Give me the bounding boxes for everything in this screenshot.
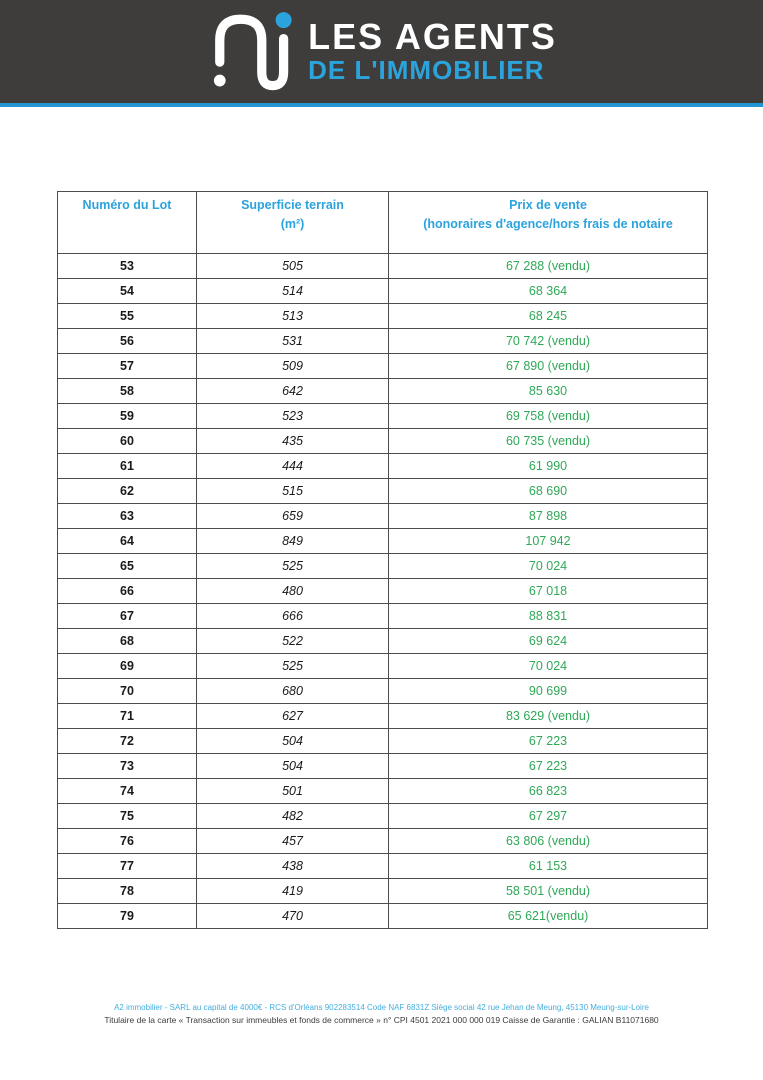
table-row: [58, 254, 708, 279]
prix-cell: 68 690: [389, 479, 708, 504]
brand-lockup: [206, 10, 557, 94]
superficie-cell: 504: [197, 729, 389, 754]
lot-number-cell: 69: [58, 654, 197, 679]
header-accent-rule: [0, 103, 763, 107]
prix-cell: 58 501 (vendu): [389, 879, 708, 904]
prix-cell: 61 153: [389, 854, 708, 879]
lot-number-cell: 76: [58, 829, 197, 854]
brand-name-line1: LES AGENTS: [308, 16, 557, 58]
table-row: [58, 779, 708, 804]
prix-cell: 68 364: [389, 279, 708, 304]
superficie-cell: 501: [197, 779, 389, 804]
footer-company-info: A2 immobilier - SARL au capital de 4000€ - RCS d'Orléans 902283514 Code NAF 6831Z Siège social 42 rue Jehan de Meung, 45130 Meung-sur-Loire: [114, 1003, 649, 1012]
prix-cell: 69 624: [389, 629, 708, 654]
lot-number-cell: 70: [58, 679, 197, 704]
table-row: [58, 504, 708, 529]
superficie-cell: 482: [197, 804, 389, 829]
lot-number-cell: 53: [58, 254, 197, 279]
column-header-superficie: [197, 192, 389, 254]
lot-number-cell: 73: [58, 754, 197, 779]
superficie-cell: 509: [197, 354, 389, 379]
superficie-cell: 480: [197, 579, 389, 604]
prix-cell: 61 990: [389, 454, 708, 479]
lot-number-cell: 61: [58, 454, 197, 479]
table-row: [58, 454, 708, 479]
lot-number-cell: 79: [58, 904, 197, 929]
company-logo-icon: [206, 10, 294, 94]
column-header-prix: [389, 192, 708, 254]
lots-price-table: [57, 191, 708, 929]
superficie-cell: 444: [197, 454, 389, 479]
prix-cell: 66 823: [389, 779, 708, 804]
superficie-cell: 504: [197, 754, 389, 779]
prix-cell: 60 735 (vendu): [389, 429, 708, 454]
table-row: [58, 379, 708, 404]
prix-cell: 65 621(vendu): [389, 904, 708, 929]
lot-number-cell: 67: [58, 604, 197, 629]
prix-cell: 107 942: [389, 529, 708, 554]
footer-license-info: Titulaire de la carte « Transaction sur immeubles et fonds de commerce » n° CPI 4501 2021 000 000 019 Caisse de Garantie : GALIAN B11071680: [104, 1015, 659, 1025]
prix-cell: 85 630: [389, 379, 708, 404]
prix-cell: 70 024: [389, 554, 708, 579]
column-header-prix-line2: (honoraires d'agence/hors frais de notaire: [423, 217, 673, 231]
superficie-cell: 457: [197, 829, 389, 854]
superficie-cell: 680: [197, 679, 389, 704]
prix-cell: 67 297: [389, 804, 708, 829]
prix-cell: 67 890 (vendu): [389, 354, 708, 379]
superficie-cell: 642: [197, 379, 389, 404]
lot-number-cell: 72: [58, 729, 197, 754]
superficie-cell: 438: [197, 854, 389, 879]
lot-number-cell: 66: [58, 579, 197, 604]
superficie-cell: 513: [197, 304, 389, 329]
table-row: [58, 879, 708, 904]
superficie-cell: 470: [197, 904, 389, 929]
table-row: [58, 604, 708, 629]
column-header-lot: [58, 192, 197, 254]
table-row: [58, 704, 708, 729]
brand-name-line2: DE L'IMMOBILIER: [308, 55, 545, 86]
lot-number-cell: 75: [58, 804, 197, 829]
superficie-cell: 531: [197, 329, 389, 354]
table-row: [58, 729, 708, 754]
lot-number-cell: 55: [58, 304, 197, 329]
table-row: [58, 404, 708, 429]
superficie-cell: 515: [197, 479, 389, 504]
prix-cell: 68 245: [389, 304, 708, 329]
column-header-lot-label: Numéro du Lot: [82, 198, 172, 212]
prix-cell: 67 223: [389, 754, 708, 779]
superficie-cell: 849: [197, 529, 389, 554]
document-body: [0, 191, 763, 929]
table-row: [58, 279, 708, 304]
table-header-row: [58, 192, 708, 254]
superficie-cell: 435: [197, 429, 389, 454]
superficie-cell: 523: [197, 404, 389, 429]
lot-number-cell: 56: [58, 329, 197, 354]
superficie-cell: 525: [197, 554, 389, 579]
table-row: [58, 554, 708, 579]
column-header-superficie-line1: Superficie terrain: [241, 198, 344, 212]
superficie-cell: 659: [197, 504, 389, 529]
lot-number-cell: 65: [58, 554, 197, 579]
table-row: [58, 429, 708, 454]
superficie-cell: 419: [197, 879, 389, 904]
lot-number-cell: 54: [58, 279, 197, 304]
prix-cell: 67 223: [389, 729, 708, 754]
prix-cell: 83 629 (vendu): [389, 704, 708, 729]
prix-cell: 87 898: [389, 504, 708, 529]
table-row: [58, 579, 708, 604]
lot-number-cell: 60: [58, 429, 197, 454]
brand-text: [308, 18, 557, 84]
table-row: [58, 854, 708, 879]
superficie-cell: 505: [197, 254, 389, 279]
prix-cell: 88 831: [389, 604, 708, 629]
logo-blue-dot: [276, 12, 292, 28]
table-row: [58, 804, 708, 829]
superficie-cell: 522: [197, 629, 389, 654]
table-row: [58, 479, 708, 504]
lot-number-cell: 68: [58, 629, 197, 654]
prix-cell: 70 742 (vendu): [389, 329, 708, 354]
table-row: [58, 904, 708, 929]
table-row: [58, 654, 708, 679]
lot-number-cell: 71: [58, 704, 197, 729]
superficie-cell: 525: [197, 654, 389, 679]
lot-number-cell: 63: [58, 504, 197, 529]
lot-number-cell: 59: [58, 404, 197, 429]
prix-cell: 67 288 (vendu): [389, 254, 708, 279]
logo-dot: [214, 74, 226, 86]
brand-header: [0, 0, 763, 103]
table-row: [58, 679, 708, 704]
superficie-cell: 666: [197, 604, 389, 629]
legal-footer: [0, 1002, 763, 1027]
table-row: [58, 329, 708, 354]
lot-number-cell: 64: [58, 529, 197, 554]
table-row: [58, 529, 708, 554]
table-row: [58, 829, 708, 854]
lot-number-cell: 74: [58, 779, 197, 804]
table-row: [58, 629, 708, 654]
table-row: [58, 304, 708, 329]
table-row: [58, 354, 708, 379]
prix-cell: 70 024: [389, 654, 708, 679]
prix-cell: 67 018: [389, 579, 708, 604]
lot-number-cell: 78: [58, 879, 197, 904]
prix-cell: 63 806 (vendu): [389, 829, 708, 854]
prix-cell: 90 699: [389, 679, 708, 704]
table-row: [58, 754, 708, 779]
lot-number-cell: 57: [58, 354, 197, 379]
column-header-prix-line1: Prix de vente: [509, 198, 587, 212]
column-header-superficie-line2: (m²): [280, 217, 305, 231]
lot-number-cell: 58: [58, 379, 197, 404]
superficie-cell: 627: [197, 704, 389, 729]
lot-number-cell: 62: [58, 479, 197, 504]
lot-number-cell: 77: [58, 854, 197, 879]
prix-cell: 69 758 (vendu): [389, 404, 708, 429]
superficie-cell: 514: [197, 279, 389, 304]
